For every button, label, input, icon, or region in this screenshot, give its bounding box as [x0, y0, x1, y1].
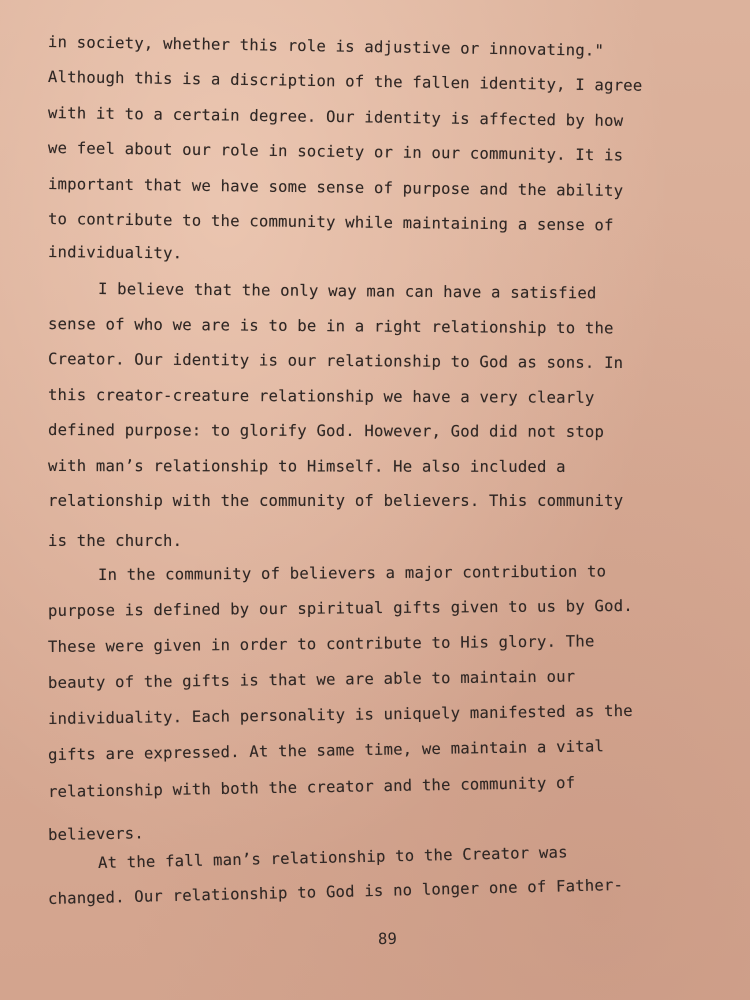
text-line: beauty of the gifts is that we are able to maintain our [47, 667, 576, 692]
text-line: with it to a certain degree. Our identity is affected by how [47, 104, 624, 131]
text-line: with man’s relationship to Himself. He also included a [47, 457, 566, 476]
text-line: believers. [47, 824, 145, 844]
text-line: At the fall man’s relationship to the Creator was [97, 843, 568, 872]
text-line: relationship with the community of believers. This community [48, 492, 624, 510]
text-line: in society, whether this role is adjustive or innovating." [47, 33, 605, 60]
text-line: sense of who we are is to be in a right relationship to the [47, 315, 614, 338]
text-line: changed. Our relationship to God is no longer one of Father- [47, 875, 624, 908]
page-number: 89 [377, 929, 397, 949]
text-line: is the church. [48, 532, 183, 550]
text-line: important that we have some sense of purpose and the ability [47, 175, 624, 201]
text-line: purpose is defined by our spiritual gifts given to us by God. [47, 596, 633, 620]
text-line: we feel about our role in society or in our community. It is [47, 139, 624, 165]
text-line: this creator-creature relationship we have a very clearly [47, 386, 595, 407]
text-line: to contribute to the community while maintaining a sense of [47, 210, 614, 235]
text-line: individuality. Each personality is uniquely manifested as the [47, 701, 633, 728]
text-line: These were given in order to contribute to His glory. The [47, 632, 595, 656]
text-line: In the community of believers a major contribution to [97, 562, 607, 584]
text-line: gifts are expressed. At the same time, we maintain a vital [47, 737, 605, 764]
text-line: relationship with both the creator and the community of [47, 773, 576, 801]
text-line: Although this is a discription of the fallen identity, I agree [47, 68, 643, 95]
text-line: I believe that the only way man can have a satisfied [97, 280, 597, 303]
text-line: defined purpose: to glorify God. However, God did not stop [47, 421, 605, 441]
text-line: individuality. [47, 243, 183, 263]
text-line: Creator. Our identity is our relationship to God as sons. In [47, 350, 624, 373]
